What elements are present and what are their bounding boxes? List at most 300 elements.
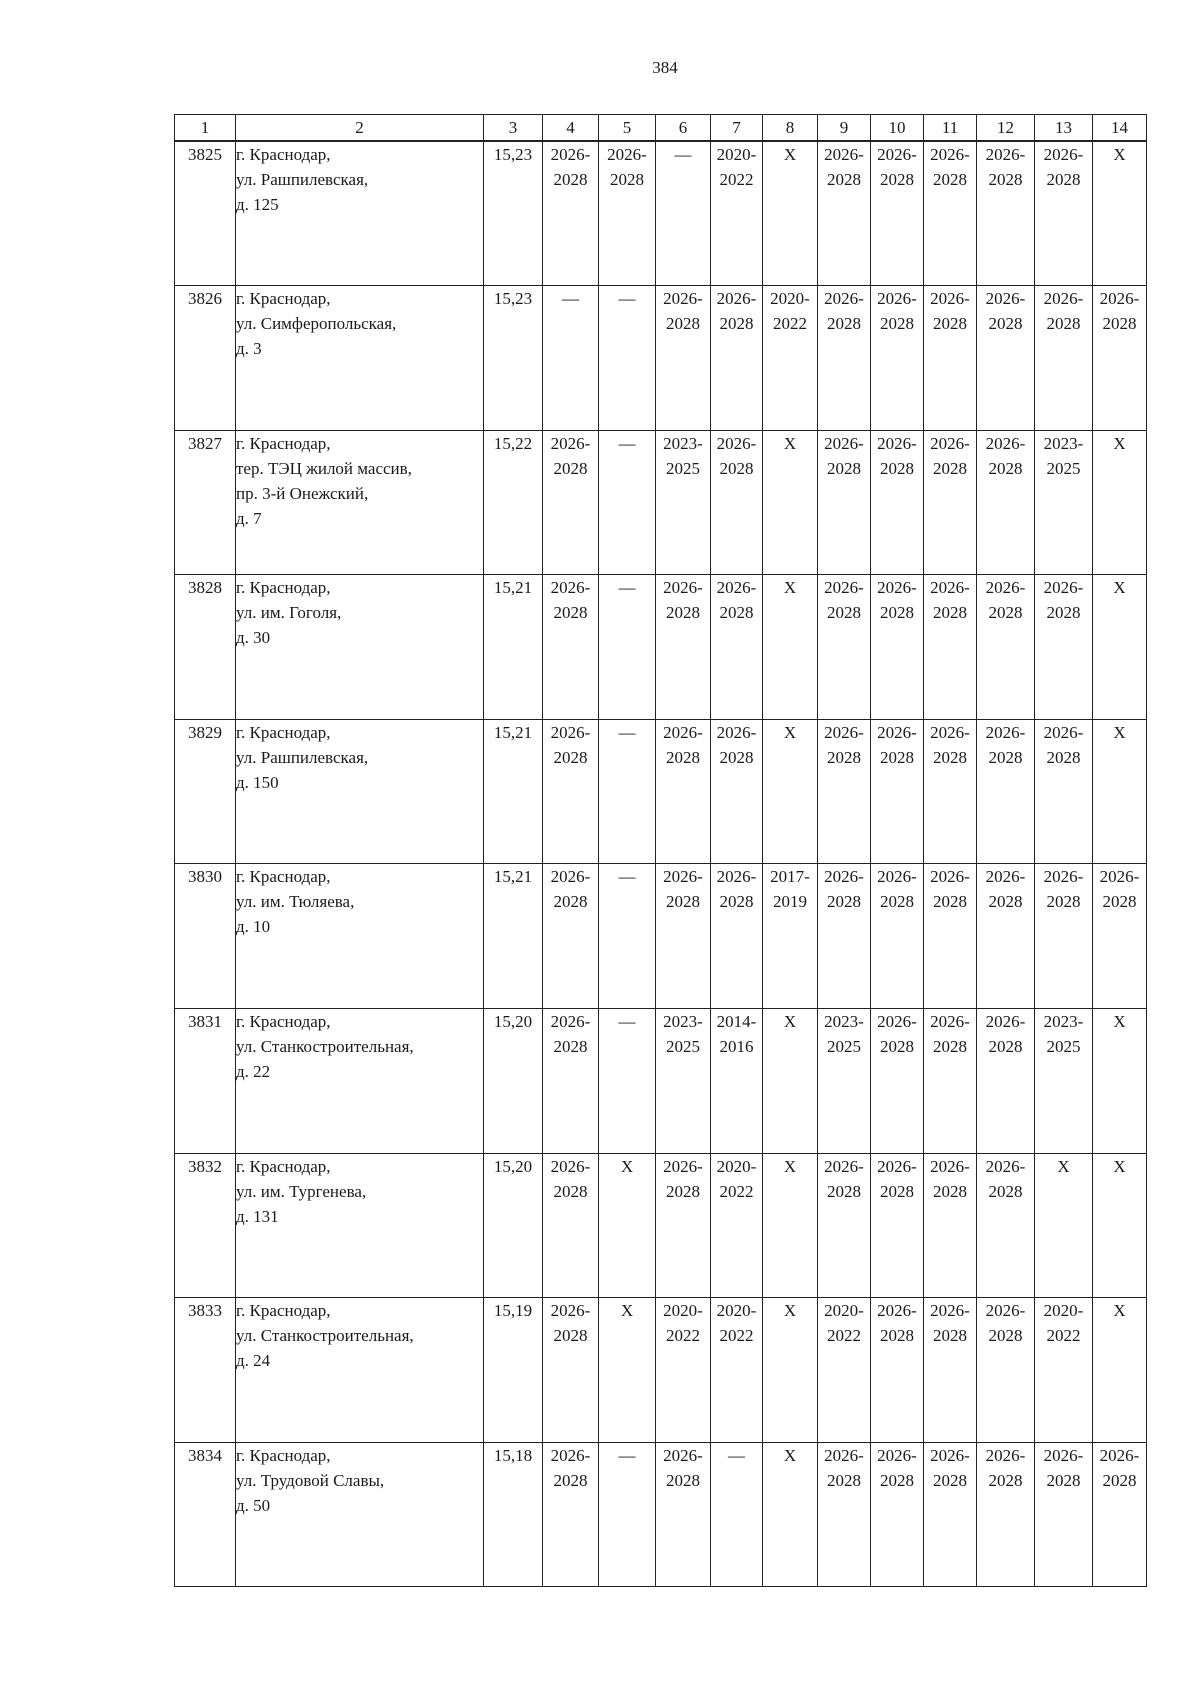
period-end: 2028 bbox=[933, 1037, 967, 1057]
period-start: 2026- bbox=[985, 867, 1026, 887]
period-end: 2025 bbox=[1046, 1037, 1081, 1057]
address-line: г. Краснодар, bbox=[236, 1012, 331, 1032]
period-cell: X bbox=[763, 1153, 818, 1298]
period-end: 2028 bbox=[880, 1037, 914, 1057]
period-start: 2026- bbox=[716, 722, 757, 742]
period-cell bbox=[656, 864, 711, 1009]
period-end: 2022 bbox=[666, 1326, 700, 1346]
period-cell bbox=[924, 1298, 977, 1443]
period-start: 2026- bbox=[930, 433, 970, 453]
period-start: 2026- bbox=[930, 722, 970, 742]
period-end: 2028 bbox=[610, 170, 644, 189]
period-end: 2022 bbox=[773, 314, 807, 334]
period-end: 2025 bbox=[827, 1037, 861, 1057]
period-cell bbox=[871, 719, 924, 864]
period-end: 2028 bbox=[553, 747, 588, 767]
period-start: 2026- bbox=[824, 1445, 864, 1465]
period-cell bbox=[871, 1442, 924, 1587]
period-cell bbox=[1035, 575, 1093, 720]
area-cell: 15,21 bbox=[484, 719, 543, 864]
address-cell bbox=[236, 1442, 484, 1587]
period-cell: — bbox=[599, 1009, 656, 1154]
period-cell: X bbox=[1093, 719, 1147, 864]
period-start: 2020- bbox=[663, 1301, 703, 1321]
period-cell: — bbox=[599, 286, 656, 431]
period-cell bbox=[599, 141, 656, 286]
column-header: 5 bbox=[599, 115, 656, 142]
period-cell: X bbox=[763, 1442, 818, 1587]
period-start: 2026- bbox=[877, 578, 917, 598]
period-cell bbox=[543, 141, 599, 286]
period-end: 2016 bbox=[719, 1037, 754, 1057]
period-end: 2028 bbox=[880, 1470, 914, 1490]
period-cell bbox=[1035, 1442, 1093, 1587]
period-cell bbox=[656, 1298, 711, 1443]
table-row bbox=[175, 1298, 1147, 1443]
area-cell: 15,22 bbox=[484, 430, 543, 575]
period-start: 2026- bbox=[985, 578, 1026, 598]
period-cell: — bbox=[656, 141, 711, 286]
period-end: 2028 bbox=[1046, 314, 1081, 334]
period-end: 2028 bbox=[827, 603, 861, 623]
period-start: 2026- bbox=[550, 145, 591, 164]
period-end: 2028 bbox=[719, 458, 754, 478]
period-end: 2028 bbox=[933, 458, 967, 478]
area-cell: 15,23 bbox=[484, 141, 543, 286]
period-start: 2026- bbox=[824, 867, 864, 887]
period-start: 2026- bbox=[663, 1156, 703, 1176]
address-line: ул. Симферопольская, bbox=[236, 314, 397, 334]
period-cell bbox=[711, 575, 763, 720]
period-end: 2028 bbox=[933, 1470, 967, 1490]
period-start: 2020- bbox=[1043, 1301, 1084, 1321]
period-start: 2026- bbox=[1099, 289, 1140, 309]
column-header: 14 bbox=[1093, 115, 1147, 142]
table-row bbox=[175, 864, 1147, 1009]
address-line: д. 24 bbox=[236, 1351, 271, 1371]
period-cell bbox=[1035, 286, 1093, 431]
period-end: 2028 bbox=[553, 603, 588, 623]
period-cell: — bbox=[599, 1442, 656, 1587]
period-end: 2028 bbox=[1102, 314, 1137, 334]
column-header: 9 bbox=[818, 115, 871, 142]
period-cell bbox=[1035, 1009, 1093, 1154]
period-end: 2028 bbox=[827, 1181, 861, 1201]
period-end: 2028 bbox=[553, 458, 588, 478]
address-cell bbox=[236, 719, 484, 864]
period-end: 2028 bbox=[666, 314, 700, 334]
period-end: 2028 bbox=[666, 1181, 700, 1201]
address-line: г. Краснодар, bbox=[236, 867, 331, 887]
period-cell bbox=[656, 1442, 711, 1587]
period-start: 2026- bbox=[716, 433, 757, 453]
period-end: 2028 bbox=[988, 1326, 1023, 1346]
period-end: 2028 bbox=[933, 603, 967, 623]
row-number: 3826 bbox=[175, 286, 236, 431]
period-start: 2026- bbox=[1043, 1445, 1084, 1465]
period-cell: X bbox=[763, 141, 818, 286]
period-start: 2023- bbox=[663, 1012, 703, 1032]
period-end: 2028 bbox=[719, 892, 754, 912]
address-line: д. 125 bbox=[236, 195, 279, 214]
period-cell bbox=[818, 864, 871, 1009]
period-end: 2028 bbox=[988, 458, 1023, 478]
period-end: 2028 bbox=[553, 1470, 588, 1490]
period-end: 2028 bbox=[988, 1181, 1023, 1201]
period-end: 2028 bbox=[880, 458, 914, 478]
period-cell bbox=[818, 430, 871, 575]
period-start: 2026- bbox=[716, 289, 757, 309]
table-body bbox=[175, 141, 1147, 1587]
period-end: 2028 bbox=[988, 603, 1023, 623]
period-end: 2028 bbox=[1046, 170, 1081, 189]
row-number: 3833 bbox=[175, 1298, 236, 1443]
period-start: 2026- bbox=[716, 867, 757, 887]
period-cell bbox=[656, 575, 711, 720]
period-start: 2020- bbox=[824, 1301, 864, 1321]
period-start: 2026- bbox=[930, 867, 970, 887]
period-cell: X bbox=[763, 1009, 818, 1154]
area-cell: 15,18 bbox=[484, 1442, 543, 1587]
column-header: 12 bbox=[977, 115, 1035, 142]
period-end: 2028 bbox=[827, 314, 861, 334]
period-start: 2026- bbox=[824, 145, 864, 164]
column-header: 13 bbox=[1035, 115, 1093, 142]
address-line: д. 50 bbox=[236, 1495, 271, 1515]
period-end: 2028 bbox=[1046, 892, 1081, 912]
period-cell bbox=[711, 1298, 763, 1443]
address-line: д. 30 bbox=[236, 628, 271, 648]
period-cell bbox=[711, 719, 763, 864]
period-cell bbox=[977, 286, 1035, 431]
column-header: 8 bbox=[763, 115, 818, 142]
period-start: 2026- bbox=[985, 1156, 1026, 1176]
period-start: 2026- bbox=[663, 722, 703, 742]
period-start: 2026- bbox=[877, 433, 917, 453]
area-cell: 15,20 bbox=[484, 1153, 543, 1298]
period-cell bbox=[924, 1009, 977, 1154]
period-cell bbox=[977, 575, 1035, 720]
column-header: 2 bbox=[236, 115, 484, 142]
period-end: 2028 bbox=[719, 603, 754, 623]
period-start: 2026- bbox=[716, 578, 757, 598]
address-line: ул. им. Тюляева, bbox=[236, 892, 355, 912]
address-cell bbox=[236, 864, 484, 1009]
period-cell bbox=[871, 1298, 924, 1443]
column-header: 11 bbox=[924, 115, 977, 142]
period-cell bbox=[543, 719, 599, 864]
address-line: ул. Трудовой Славы, bbox=[236, 1470, 385, 1490]
table-row bbox=[175, 286, 1147, 431]
row-number: 3830 bbox=[175, 864, 236, 1009]
period-end: 2028 bbox=[933, 1326, 967, 1346]
period-cell bbox=[543, 1009, 599, 1154]
period-start: 2026- bbox=[663, 289, 703, 309]
period-cell bbox=[924, 1153, 977, 1298]
period-end: 2028 bbox=[1102, 1470, 1137, 1490]
area-cell: 15,20 bbox=[484, 1009, 543, 1154]
period-cell bbox=[818, 1153, 871, 1298]
period-end: 2028 bbox=[666, 892, 700, 912]
period-end: 2028 bbox=[666, 603, 700, 623]
period-end: 2028 bbox=[827, 1470, 861, 1490]
period-start: 2023- bbox=[1043, 1012, 1084, 1032]
period-start: 2026- bbox=[550, 1156, 591, 1176]
period-start: 2026- bbox=[1099, 1445, 1140, 1465]
period-start: 2026- bbox=[663, 1445, 703, 1465]
period-start: 2017- bbox=[770, 867, 810, 887]
area-cell: 15,21 bbox=[484, 575, 543, 720]
period-cell bbox=[924, 141, 977, 286]
period-start: 2026- bbox=[1099, 867, 1140, 887]
row-number: 3828 bbox=[175, 575, 236, 720]
period-start: 2023- bbox=[663, 433, 703, 453]
column-header: 7 bbox=[711, 115, 763, 142]
row-number: 3825 bbox=[175, 141, 236, 286]
period-end: 2028 bbox=[553, 1181, 588, 1201]
period-end: 2025 bbox=[666, 1037, 700, 1057]
period-cell bbox=[711, 430, 763, 575]
period-start: 2026- bbox=[877, 289, 917, 309]
period-cell: — bbox=[599, 430, 656, 575]
period-start: 2026- bbox=[824, 722, 864, 742]
period-start: 2026- bbox=[663, 867, 703, 887]
address-line: г. Краснодар, bbox=[236, 289, 331, 309]
period-start: 2026- bbox=[1043, 867, 1084, 887]
period-cell bbox=[977, 1009, 1035, 1154]
period-end: 2028 bbox=[553, 892, 588, 912]
period-end: 2028 bbox=[880, 747, 914, 767]
period-start: 2026- bbox=[877, 1445, 917, 1465]
address-line: ул. Станкостроительная, bbox=[236, 1326, 414, 1346]
row-number: 3834 bbox=[175, 1442, 236, 1587]
period-cell bbox=[711, 286, 763, 431]
address-line: г. Краснодар, bbox=[236, 1301, 331, 1321]
period-cell bbox=[711, 864, 763, 1009]
period-start: 2026- bbox=[550, 722, 591, 742]
period-start: 2026- bbox=[663, 578, 703, 598]
period-cell bbox=[871, 1009, 924, 1154]
address-line: г. Краснодар, bbox=[236, 1445, 331, 1465]
period-end: 2028 bbox=[1046, 1470, 1081, 1490]
row-number: 3827 bbox=[175, 430, 236, 575]
period-start: 2026- bbox=[550, 1012, 591, 1032]
period-end: 2022 bbox=[827, 1326, 861, 1346]
address-line: г. Краснодар, bbox=[236, 1156, 331, 1176]
address-cell bbox=[236, 430, 484, 575]
period-cell: X bbox=[599, 1298, 656, 1443]
column-header: 10 bbox=[871, 115, 924, 142]
period-end: 2028 bbox=[827, 458, 861, 478]
period-cell bbox=[924, 286, 977, 431]
period-cell: X bbox=[1093, 430, 1147, 575]
period-cell bbox=[1093, 286, 1147, 431]
period-cell: X bbox=[1093, 1009, 1147, 1154]
period-cell bbox=[977, 1298, 1035, 1443]
period-end: 2028 bbox=[719, 314, 754, 334]
period-end: 2028 bbox=[553, 1326, 588, 1346]
period-start: 2026- bbox=[985, 289, 1026, 309]
period-end: 2028 bbox=[988, 892, 1023, 912]
period-start: 2026- bbox=[985, 722, 1026, 742]
period-start: 2026- bbox=[1043, 722, 1084, 742]
period-start: 2026- bbox=[985, 1301, 1026, 1321]
period-cell bbox=[543, 1153, 599, 1298]
period-start: 2026- bbox=[930, 578, 970, 598]
period-cell bbox=[656, 430, 711, 575]
period-start: 2026- bbox=[985, 1012, 1026, 1032]
period-cell bbox=[1035, 1298, 1093, 1443]
column-header: 3 bbox=[484, 115, 543, 142]
period-cell: X bbox=[1093, 1153, 1147, 1298]
period-cell bbox=[763, 286, 818, 431]
table-row bbox=[175, 575, 1147, 720]
period-end: 2022 bbox=[719, 170, 754, 189]
period-cell bbox=[871, 1153, 924, 1298]
period-start: 2026- bbox=[877, 1301, 917, 1321]
period-cell: X bbox=[763, 575, 818, 720]
period-start: 2014- bbox=[716, 1012, 757, 1032]
address-line: д. 10 bbox=[236, 917, 271, 937]
period-cell bbox=[977, 1153, 1035, 1298]
period-start: 2026- bbox=[550, 1445, 591, 1465]
housing-register-table bbox=[174, 114, 1147, 1587]
period-end: 2025 bbox=[1046, 458, 1081, 478]
period-end: 2028 bbox=[553, 170, 588, 189]
period-end: 2028 bbox=[1046, 603, 1081, 623]
period-cell bbox=[656, 1153, 711, 1298]
period-end: 2028 bbox=[933, 747, 967, 767]
period-end: 2028 bbox=[880, 314, 914, 334]
address-line: ул. Станкостроительная, bbox=[236, 1037, 414, 1057]
period-cell bbox=[924, 719, 977, 864]
table-row bbox=[175, 1009, 1147, 1154]
period-cell bbox=[656, 719, 711, 864]
period-cell bbox=[1035, 719, 1093, 864]
period-start: 2026- bbox=[877, 1012, 917, 1032]
address-cell bbox=[236, 141, 484, 286]
period-start: 2026- bbox=[550, 578, 591, 598]
period-cell bbox=[871, 430, 924, 575]
address-line: ул. Рашпилевская, bbox=[236, 747, 369, 767]
period-end: 2028 bbox=[988, 170, 1023, 189]
period-start: 2026- bbox=[1043, 289, 1084, 309]
period-end: 2028 bbox=[827, 170, 861, 189]
period-start: 2026- bbox=[824, 289, 864, 309]
period-end: 2028 bbox=[553, 1037, 588, 1057]
period-cell: X bbox=[1035, 1153, 1093, 1298]
period-cell bbox=[871, 286, 924, 431]
address-line: г. Краснодар, bbox=[236, 433, 331, 453]
address-line: г. Краснодар, bbox=[236, 145, 331, 164]
address-cell bbox=[236, 286, 484, 431]
period-cell bbox=[818, 141, 871, 286]
address-cell bbox=[236, 1153, 484, 1298]
period-cell bbox=[711, 141, 763, 286]
period-end: 2028 bbox=[933, 1181, 967, 1201]
address-line: д. 22 bbox=[236, 1062, 271, 1082]
period-start: 2023- bbox=[824, 1012, 864, 1032]
period-end: 2028 bbox=[988, 1470, 1023, 1490]
address-line: ул. им. Тургенева, bbox=[236, 1181, 367, 1201]
period-start: 2026- bbox=[985, 145, 1026, 164]
period-cell: — bbox=[711, 1442, 763, 1587]
period-end: 2022 bbox=[719, 1181, 754, 1201]
period-end: 2028 bbox=[933, 892, 967, 912]
period-cell bbox=[1035, 141, 1093, 286]
period-cell bbox=[977, 719, 1035, 864]
row-number: 3831 bbox=[175, 1009, 236, 1154]
period-end: 2028 bbox=[719, 747, 754, 767]
period-end: 2028 bbox=[880, 170, 914, 189]
address-line: д. 7 bbox=[236, 508, 262, 528]
period-start: 2026- bbox=[550, 867, 591, 887]
period-cell: — bbox=[599, 719, 656, 864]
period-start: 2020- bbox=[716, 1156, 757, 1176]
period-cell bbox=[818, 575, 871, 720]
period-end: 2028 bbox=[880, 1181, 914, 1201]
area-cell: 15,19 bbox=[484, 1298, 543, 1443]
area-cell: 15,23 bbox=[484, 286, 543, 431]
period-cell bbox=[818, 1442, 871, 1587]
period-end: 2028 bbox=[988, 747, 1023, 767]
address-line: д. 3 bbox=[236, 339, 262, 359]
period-end: 2028 bbox=[1102, 892, 1137, 912]
period-cell bbox=[711, 1009, 763, 1154]
period-start: 2026- bbox=[877, 722, 917, 742]
table-row bbox=[175, 1153, 1147, 1298]
period-cell: — bbox=[599, 864, 656, 1009]
period-cell bbox=[818, 1298, 871, 1443]
period-start: 2026- bbox=[550, 433, 591, 453]
period-start: 2026- bbox=[550, 1301, 591, 1321]
page-number: 384 bbox=[652, 58, 678, 77]
address-line: пр. 3-й Онежский, bbox=[236, 483, 369, 503]
period-end: 2028 bbox=[988, 1037, 1023, 1057]
period-end: 2028 bbox=[880, 1326, 914, 1346]
column-header: 6 bbox=[656, 115, 711, 142]
period-cell bbox=[871, 864, 924, 1009]
period-start: 2026- bbox=[930, 1012, 970, 1032]
period-cell bbox=[871, 575, 924, 720]
period-cell bbox=[543, 1298, 599, 1443]
period-end: 2028 bbox=[827, 892, 861, 912]
table-row bbox=[175, 719, 1147, 864]
period-end: 2028 bbox=[1046, 747, 1081, 767]
period-start: 2026- bbox=[877, 1156, 917, 1176]
period-cell bbox=[1093, 1442, 1147, 1587]
period-start: 2026- bbox=[930, 1301, 970, 1321]
period-cell bbox=[924, 864, 977, 1009]
period-cell: X bbox=[763, 430, 818, 575]
period-cell bbox=[1035, 430, 1093, 575]
period-cell bbox=[656, 1009, 711, 1154]
period-cell bbox=[977, 1442, 1035, 1587]
period-start: 2026- bbox=[877, 145, 917, 164]
period-end: 2022 bbox=[719, 1326, 754, 1346]
period-cell bbox=[818, 719, 871, 864]
period-cell bbox=[1035, 864, 1093, 1009]
address-line: тер. ТЭЦ жилой массив, bbox=[236, 458, 412, 478]
period-cell bbox=[977, 864, 1035, 1009]
table-row bbox=[175, 430, 1147, 575]
period-cell: X bbox=[763, 719, 818, 864]
period-start: 2026- bbox=[930, 145, 970, 164]
period-end: 2019 bbox=[773, 892, 807, 912]
period-end: 2028 bbox=[666, 747, 700, 767]
table-row bbox=[175, 141, 1147, 286]
period-cell bbox=[977, 430, 1035, 575]
